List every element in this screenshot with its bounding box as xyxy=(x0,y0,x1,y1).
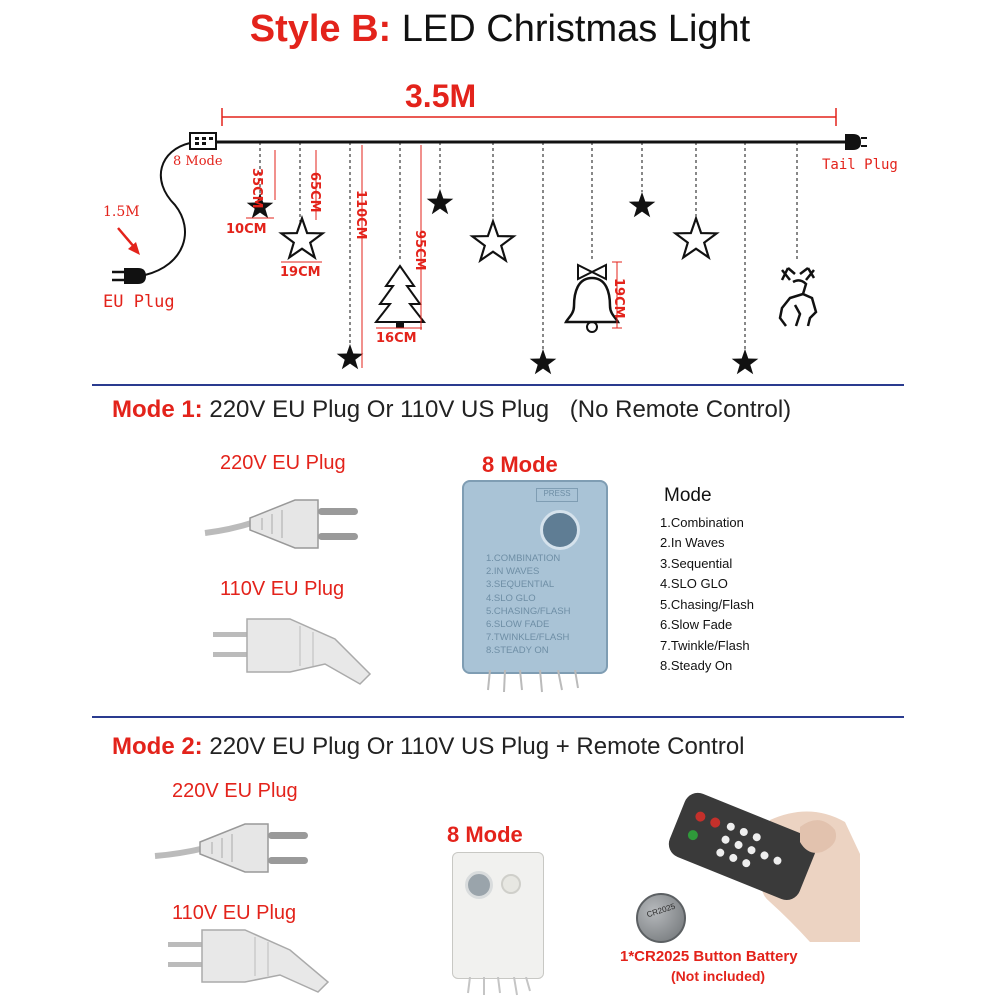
mode-item: 8.Steady On xyxy=(660,658,733,673)
title-text: LED Christmas Light xyxy=(401,8,751,50)
mode1-eu-plug-label: 220V EU Plug xyxy=(220,452,346,474)
dim-35cm: 35CM xyxy=(249,168,264,209)
dim-19cm-bell: 19CM xyxy=(611,278,626,319)
star-icon xyxy=(427,189,454,214)
controller-press-label: PRESS xyxy=(536,488,578,502)
star-icon xyxy=(337,344,364,369)
us-plug-icon xyxy=(205,604,385,694)
mode1-heading xyxy=(112,396,791,424)
eu-plug-icon xyxy=(112,268,146,284)
controller-box-icon xyxy=(190,133,216,149)
mode-item: 7.Twinkle/Flash xyxy=(660,637,750,653)
dimension-guides xyxy=(246,145,622,368)
divider xyxy=(92,384,904,386)
us-plug-icon xyxy=(160,920,340,998)
mode2-us-plug-label: 110V EU Plug xyxy=(172,902,297,924)
mode-item: 1.Combination xyxy=(660,514,744,530)
mode1-us-plug-label: 110V EU Plug xyxy=(220,578,345,600)
page-title xyxy=(0,8,1000,51)
ir-receiver-icon xyxy=(501,874,521,894)
tail-plug-icon xyxy=(845,134,867,150)
star-outline-icon xyxy=(281,218,322,257)
controller-wires xyxy=(480,670,590,695)
mode-item: 6.Slow Fade xyxy=(660,617,733,632)
battery-note: (Not included) xyxy=(671,968,766,984)
eu-plug-icon xyxy=(200,478,380,558)
mode2-label: Mode 2: xyxy=(112,733,203,760)
dim-110cm: 110CM xyxy=(353,190,368,240)
controller-box xyxy=(462,480,608,674)
cable-length-label: 1.5M xyxy=(103,204,140,220)
length-label: 3.5M xyxy=(405,78,477,114)
star-outline-icon xyxy=(675,218,716,257)
dim-10cm: 10CM xyxy=(226,222,267,237)
dim-65cm: 65CM xyxy=(307,172,322,213)
controller-button[interactable] xyxy=(465,871,493,899)
mode2-text: 220V EU Plug Or 110V US Plug + Remote Control xyxy=(209,733,745,760)
mode-item: 2.In Waves xyxy=(660,535,725,550)
star-icon xyxy=(629,192,656,217)
eu-plug-icon xyxy=(150,806,330,886)
controller-label: 8 Mode xyxy=(173,154,223,169)
mode-item: 5.Chasing/Flash xyxy=(660,596,754,612)
star-icon xyxy=(530,349,557,374)
dim-16cm: 16CM xyxy=(376,331,417,346)
battery-label: 1*CR2025 Button Battery xyxy=(620,948,798,965)
light-curtain-diagram xyxy=(0,60,1000,385)
eu-plug-label: EU Plug xyxy=(103,292,175,312)
mode2-eu-plug-label: 220V EU Plug xyxy=(172,780,298,802)
controller-wires xyxy=(462,977,534,997)
star-icon xyxy=(732,349,759,374)
dim-95cm: 95CM xyxy=(412,230,427,271)
coin-battery-icon xyxy=(636,893,686,943)
mode-item: 4.SLO GLO xyxy=(660,576,728,591)
remote-control-illustration xyxy=(660,792,860,942)
controller-printed-list: 1.COMBINATION 2.IN WAVES 3.SEQUENTIAL 4.SLO GLO 5.CHASING/FLASH 6.SLOW FADE 7.TWINKLE/FLASH 8.STEADY ON xyxy=(486,553,571,657)
controller-button[interactable] xyxy=(540,510,580,550)
tail-plug-label: Tail Plug xyxy=(822,157,898,173)
reindeer-icon xyxy=(780,268,816,326)
modes-list-title: Mode xyxy=(664,485,712,506)
modes-list xyxy=(660,486,754,677)
mode1-text: 220V EU Plug Or 110V US Plug xyxy=(209,396,550,423)
length-dimension xyxy=(222,108,836,126)
controller-box xyxy=(452,852,544,979)
remote-control-icon[interactable] xyxy=(665,792,820,904)
battery-print: CR2025 xyxy=(645,901,677,920)
mode1-note: (No Remote Control) xyxy=(569,396,792,423)
star-outline-icon xyxy=(472,221,513,260)
mode1-controller-title: 8 Mode xyxy=(482,452,558,477)
mode2-controller-title: 8 Mode xyxy=(447,822,523,847)
mode2-heading xyxy=(112,733,745,761)
mode-item: 3.Sequential xyxy=(660,555,733,571)
dim-19cm: 19CM xyxy=(280,265,321,280)
mode1-label: Mode 1: xyxy=(112,396,203,423)
strands xyxy=(260,142,797,350)
arrow-icon xyxy=(118,228,140,255)
title-prefix: Style B: xyxy=(249,8,392,50)
divider xyxy=(92,716,904,718)
tree-icon xyxy=(376,266,424,328)
